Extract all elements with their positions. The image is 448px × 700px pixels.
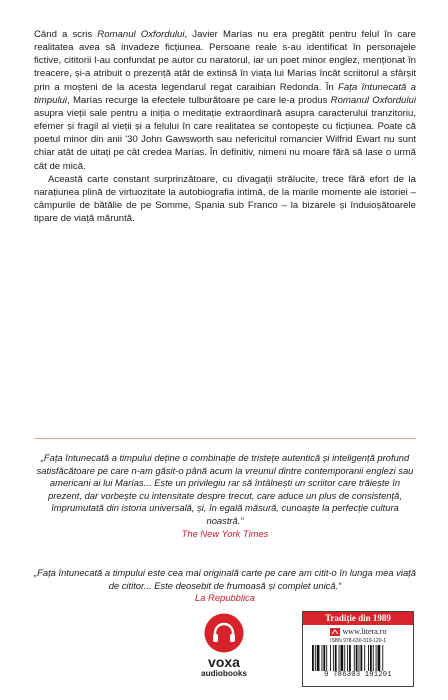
review-quote-repubblica bbox=[34, 567, 416, 605]
blurb-paragraph-1 bbox=[34, 28, 416, 173]
publisher-website bbox=[303, 626, 413, 637]
review-quote-nyt bbox=[34, 452, 416, 540]
barcode-icon bbox=[308, 645, 408, 671]
headphones-icon bbox=[204, 613, 244, 653]
logo-brand: voxa bbox=[208, 654, 240, 670]
book-title-reference: Romanul Oxfordului bbox=[330, 94, 416, 106]
review-source: La Repubblica bbox=[195, 592, 255, 604]
barcode-digits: 9 786303 191201 bbox=[324, 671, 392, 679]
blurb-text: , Javier Marías nu era pregătit pentru felul în care realitatea avea să invadeze ficțiunea. Persoane reale s-au identificat în personajele fictive, cititorii l-au confundat pe autor cu naratorul, iar un poet minor englez, menționat în treacere, și-a atribuit o prezență atât de extinsă în viața lui Marías încât scriitorul a sfârșit prin a moșteni de la acesta legendarul regat caraibian Redonda. În bbox=[34, 29, 416, 93]
blurb-text: Când a scris bbox=[34, 29, 98, 40]
section-divider bbox=[34, 438, 416, 439]
litera-logo-icon bbox=[330, 628, 340, 636]
website-url: www.litera.ro bbox=[342, 627, 387, 636]
blurb-text: asupra vieții sale pentru a iniția o meditație extraordinară asupra caracterului tranzitoriu, efemer și fragil al vieții și a felului în care realitatea se contopește cu ficțiunea. Poate că poetul minor din anii '30 John Gawsworth sau nefericitul romancier Wilfrid Ewart nu sunt chiar atât de uitați pe cât credea Marías. În definitiv, nimeni nu moare fără să lase o urmă cât de mică. bbox=[34, 107, 416, 172]
logo-subtitle: audiobooks bbox=[201, 669, 247, 678]
blurb-paragraph-2: Această carte constant surprinzătoare, cu divagații strălucite, trece fără efort de la narațiunea plină de virtuozitate la autobiografia intimă, de la marile momente ale istoriei – câmpurile de bătălie de pe Somme, Spania sub Franco – la bizarele și înduioșătoarele tipare de viață măruntă. bbox=[34, 173, 416, 225]
book-title-reference: Fața întunecată a timpului bbox=[37, 567, 146, 578]
review-quote-text: „Fața întunecată a timpului deține o combinație de tristețe autentică și inteligență profund satisfăcătoare pe care n-am găsit-o până acum la vreunul dintre contemporanii englezi sau americani ai lui Marías... Este un privilegiu rar să întâlnești un scriitor care trăiește în prezent, dar vorbește cu intensitate despre trecut, care aduce un plus de consistență, împrumutată din istoria universală, și, în egală măsură, cunoaște la perfecție cultura noastră.“ bbox=[36, 452, 414, 526]
review-quote-text: „Fața întunecată a timpului este cea mai originală carte pe care am citit-o în lunga mea viață de cititor... Este deosebit de frumoasă și complet unică.“ bbox=[34, 567, 416, 591]
blurb-text: , Marías recurge la efectele tulburătoare pe care le-a produs bbox=[67, 94, 331, 106]
publisher-box bbox=[302, 611, 414, 687]
review-source: The New York Times bbox=[181, 527, 269, 539]
book-title-reference: Fața întunecată a timpului bbox=[34, 81, 417, 106]
book-title-reference: Romanul Oxfordului bbox=[97, 29, 185, 40]
publisher-tagline: Tradiție din 1989 bbox=[303, 612, 413, 625]
back-cover-blurb bbox=[34, 28, 416, 225]
isbn-number: ISBN 978-630-319-120-1 bbox=[330, 638, 386, 644]
voxa-logo bbox=[188, 613, 260, 678]
book-title-reference: Fața întunecată a timpului bbox=[43, 452, 152, 463]
